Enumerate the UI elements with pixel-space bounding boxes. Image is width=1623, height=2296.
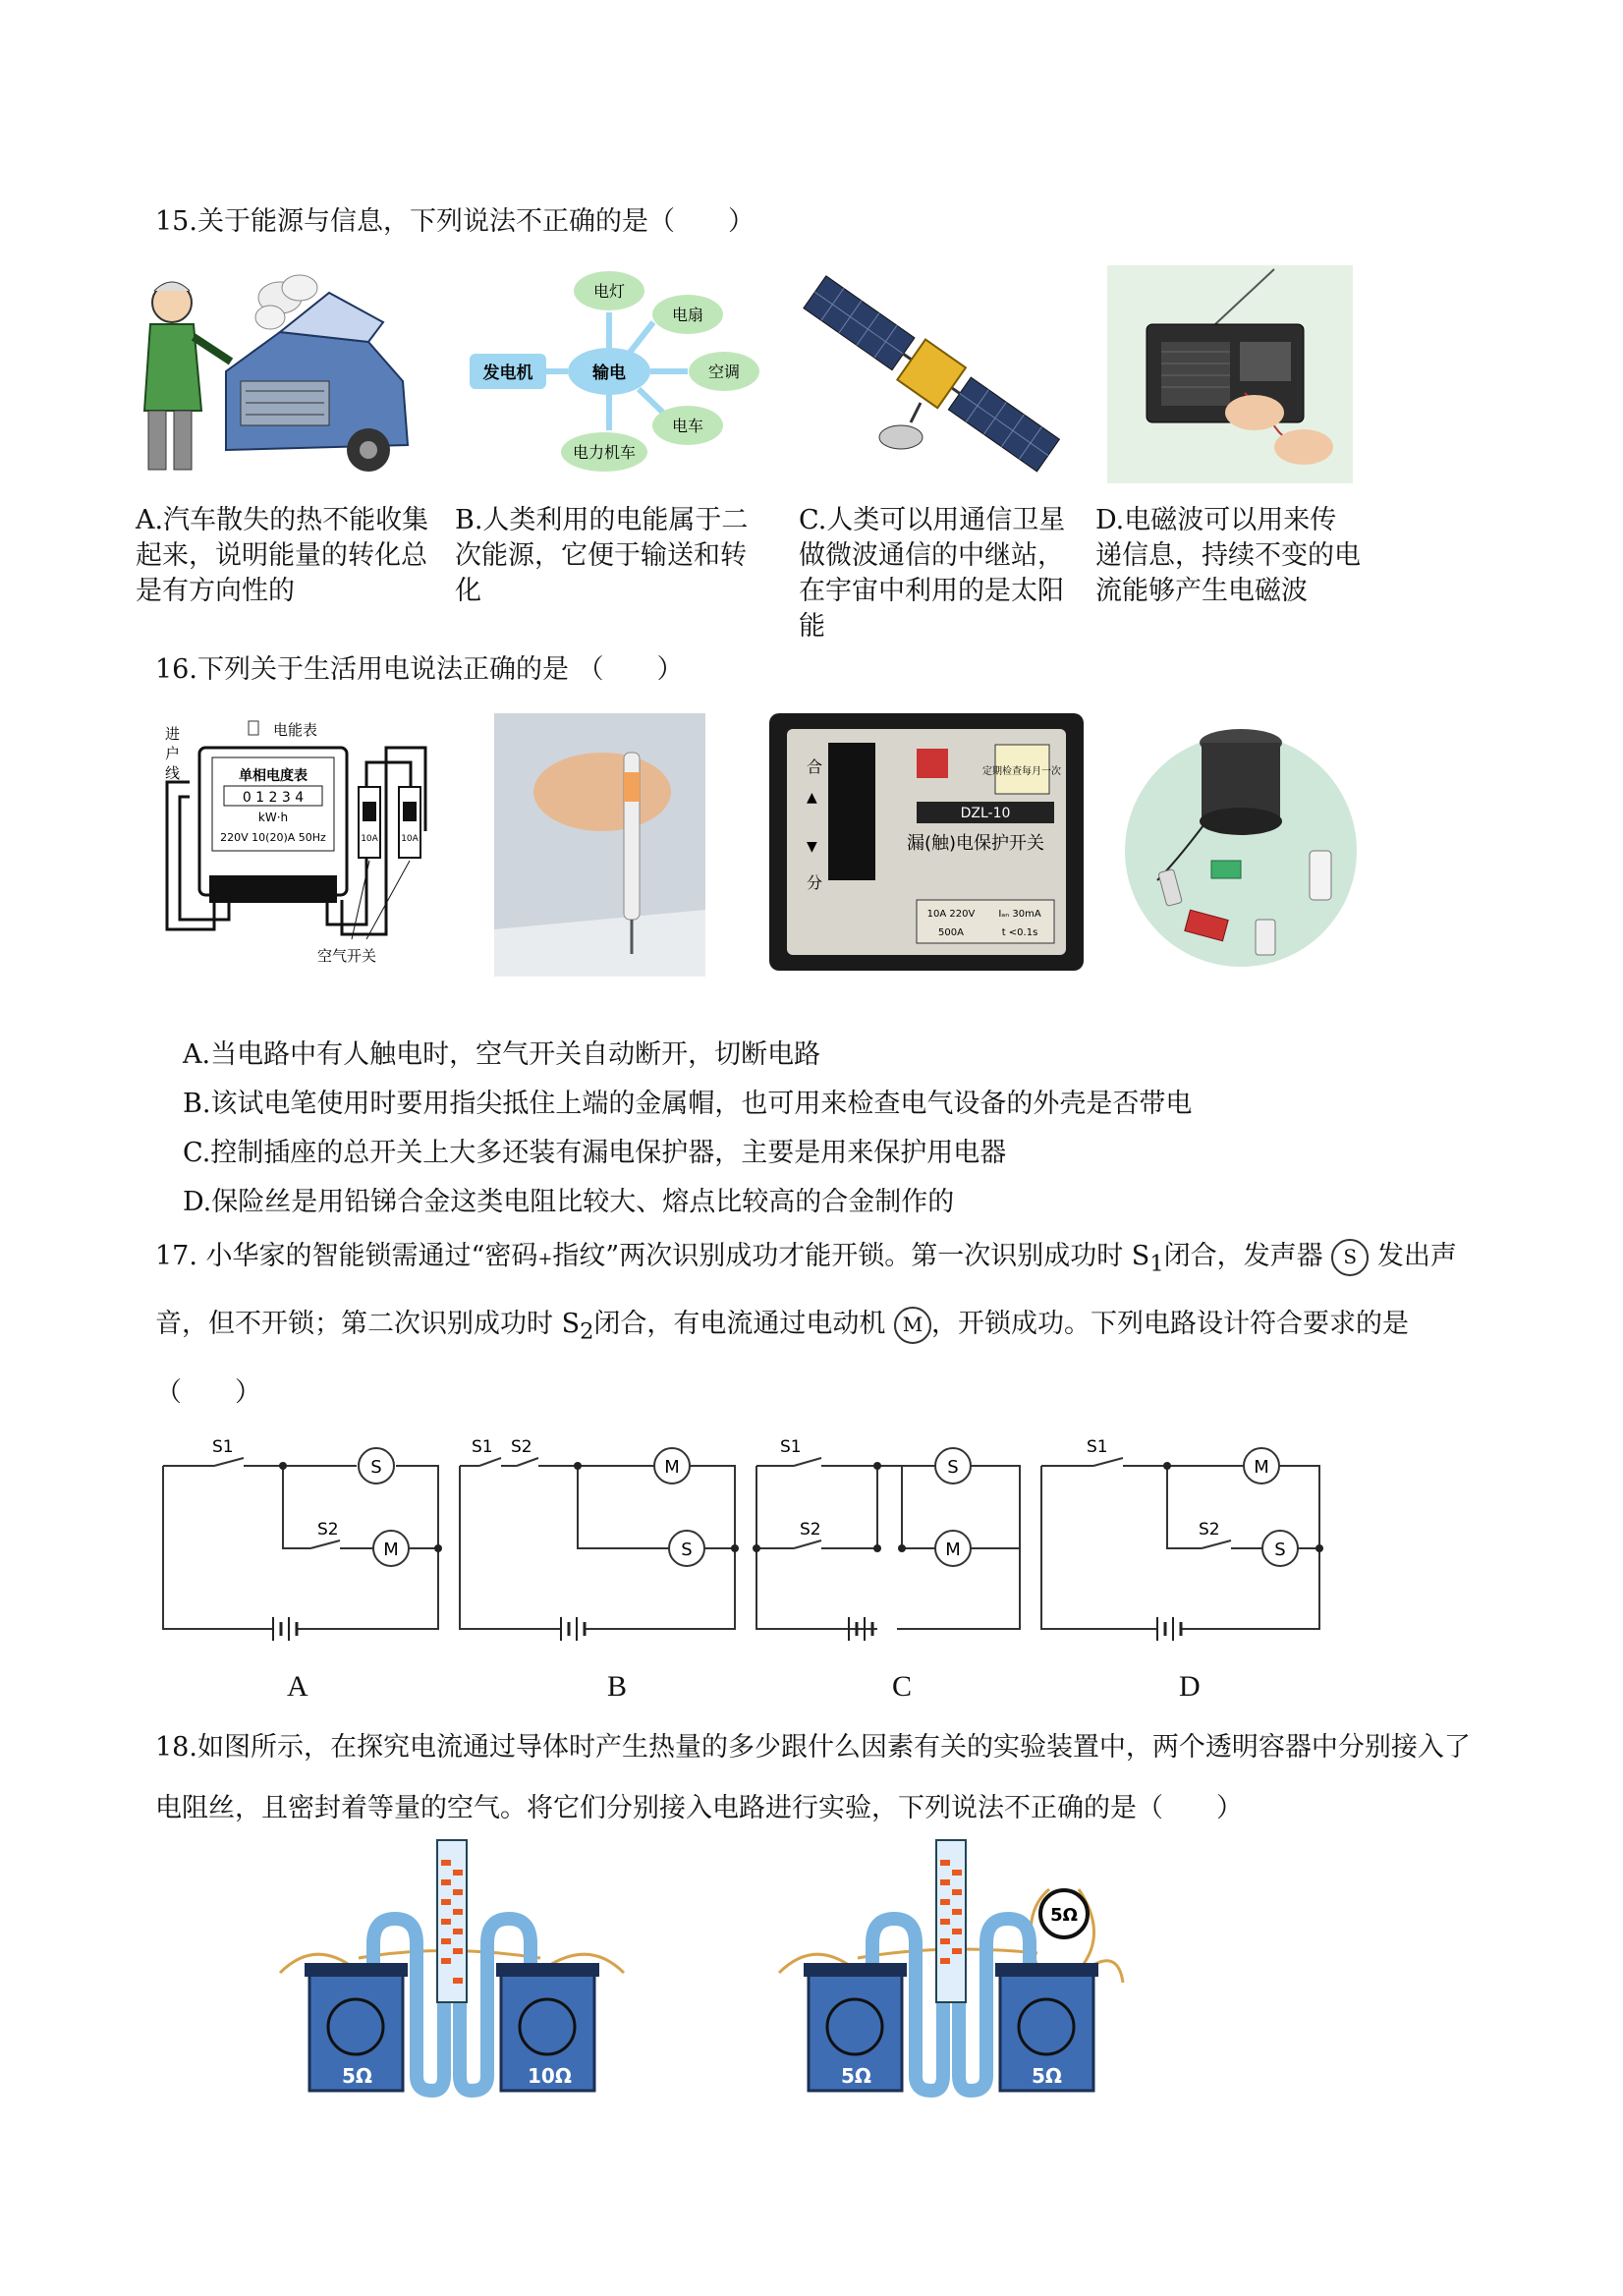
car-heat-figure [133,263,413,484]
q15-option-d: D.电磁波可以用来传递信息，持续不变的电流能够产生电磁波 [1095,505,1361,606]
motor-symbol: M [894,1307,931,1344]
on-label: 合 [807,757,823,776]
breaker-rating: 10A [361,834,378,844]
circuit-a-label: A [287,1670,308,1703]
fuses-figure [1118,713,1364,971]
sounder-label: S [1274,1540,1286,1560]
sounder-symbol: S [1331,1239,1369,1276]
q15-stem: 15.关于能源与信息，下列说法不正确的是（ ） [155,206,755,237]
test-pen-figure [494,713,705,977]
off-label: 分 [807,873,823,892]
sounder-label: S [947,1457,959,1478]
subscript: 2 [580,1318,594,1345]
q15-option-c: C.人类可以用通信卫星做微波通信的中继站，在宇宙中利用的是太阳能 [799,505,1066,642]
item-label: 电力机车 [572,443,637,462]
q17-circuits [155,1423,1344,1658]
rcd-spec: 500A [938,927,964,938]
motor-label: M [945,1540,961,1560]
radio-figure [1107,265,1353,483]
motor-label: M [1254,1457,1269,1478]
q16-stem: 16.下列关于生活用电说法正确的是 （ ） [155,654,684,685]
q17-text: 17. 小华家的智能锁需通过“密码 [155,1241,538,1271]
svg-text:▼: ▼ [807,839,817,855]
q18-stem: 18.如图所示，在探究电流通过导体时产生热量的多少跟什么因素有关的实验装置中，两个透明容器中分别接入了电阻丝，且密封着等量的空气。将它们分别接入电路进行实验，下列说法不正确的是（ ） [155,1732,1471,1823]
meter-name: 单相电度表 [239,768,308,784]
electric-energy-diagram [452,263,766,475]
q15-option-b: B.人类利用的电能属于二次能源，它便于输送和转化 [455,505,749,606]
svg-text:▲: ▲ [807,790,817,806]
rcd-spec: 10A 220V [926,909,976,920]
rcd-model: DZL-10 [960,806,1011,821]
q17-stem: 17. 小华家的智能锁需通过“密码+指纹”两次识别成功才能开锁。第一次识别成功时 $S_1$闭合，发声器 S 发出声音，但不开锁；第二次识别成功时 $S_2$闭合，有电流通过电动机 M ，开锁成功。下列电路设计符合要求的是（ ） [155,1226,1491,1424]
rcd-label: 漏(触)电保护开关 [906,833,1045,854]
item-label: 电灯 [592,282,626,301]
circuit-b-label: B [607,1670,628,1703]
motor-label: M [383,1540,399,1560]
leakage-switch-figure [769,713,1084,971]
item-label: 电扇 [671,306,704,324]
switch-label: S1 [1087,1437,1108,1457]
q17-text: 发出声音，但不开锁；第二次识别成功时 S [155,1241,1457,1340]
svg-text:户: 户 [165,745,181,762]
meter-unit: kW·h [257,811,289,824]
q16-option-b: B.该试电笔使用时要用指尖抵住上端的金属帽，也可用来检查电气设备的外壳是否带电 [183,1089,1193,1119]
meter-title: 电能表 [273,721,318,739]
test-label: 定期检查每月一次 [982,766,1061,777]
resistor-label: 10Ω [528,2064,572,2088]
circuit-d-label: D [1179,1670,1201,1703]
switch-label: S2 [317,1520,339,1540]
circuit-c-label: C [892,1670,913,1703]
meter-digits: 0 1 2 3 4 [242,790,305,806]
q16-option-c: C.控制插座的总开关上大多还装有漏电保护器，主要是用来保护用电器 [183,1138,1007,1168]
subscript: 1 [1149,1251,1164,1277]
apparatus-right [774,1835,1128,2100]
item-label: 空调 [707,363,741,381]
inlet-label: 进 [165,725,181,743]
q16-option-a: A.当电路中有人触电时，空气开关自动断开，切断电路 [183,1039,821,1070]
meter-rating: 220V 10(20)A 50Hz [220,831,326,844]
electric-meter-figure [155,713,430,971]
breaker-rating: 10A [401,834,419,844]
source-label: 发电机 [482,364,533,383]
sounder-label: S [681,1540,693,1560]
switch-label: S2 [800,1520,821,1540]
svg-text:线: 线 [165,764,181,782]
parallel-resistor-label: 5Ω [1050,1905,1078,1926]
center-label: 输电 [592,364,626,383]
resistor-label: 5Ω [342,2064,372,2088]
sounder-label: S [370,1457,382,1478]
q17-text: 闭合，有电流通过电动机 [593,1309,886,1340]
item-label: 电车 [671,417,704,435]
resistor-label: 5Ω [841,2064,871,2088]
q15-option-a: A.汽车散失的热不能收集起来，说明能量的转化总是有方向性的 [136,505,429,606]
switch-label: S2 [511,1437,532,1457]
breaker-label: 空气开关 [317,947,377,965]
q17-text: 闭合，发声器 [1163,1241,1323,1271]
q16-option-d: D.保险丝是用铅锑合金这类电阻比较大、熔点比较高的合金制作的 [183,1187,955,1217]
q17-text: ，开锁成功。下列电路设计符合要求的是（ ） [155,1309,1410,1408]
apparatus-left [275,1835,629,2100]
switch-label: S1 [472,1437,493,1457]
rcd-spec: Iₐₙ 30mA [998,909,1041,920]
satellite-figure [798,265,1063,486]
resistor-label: 5Ω [1032,2064,1062,2088]
q17-text: 指纹”两次识别成功才能开锁。第一次识别成功时 S [552,1241,1150,1271]
switch-label: S1 [212,1437,234,1457]
switch-label: S1 [780,1437,802,1457]
switch-label: S2 [1199,1520,1220,1540]
rcd-spec: t <0.1s [1001,927,1038,938]
motor-label: M [664,1457,680,1478]
